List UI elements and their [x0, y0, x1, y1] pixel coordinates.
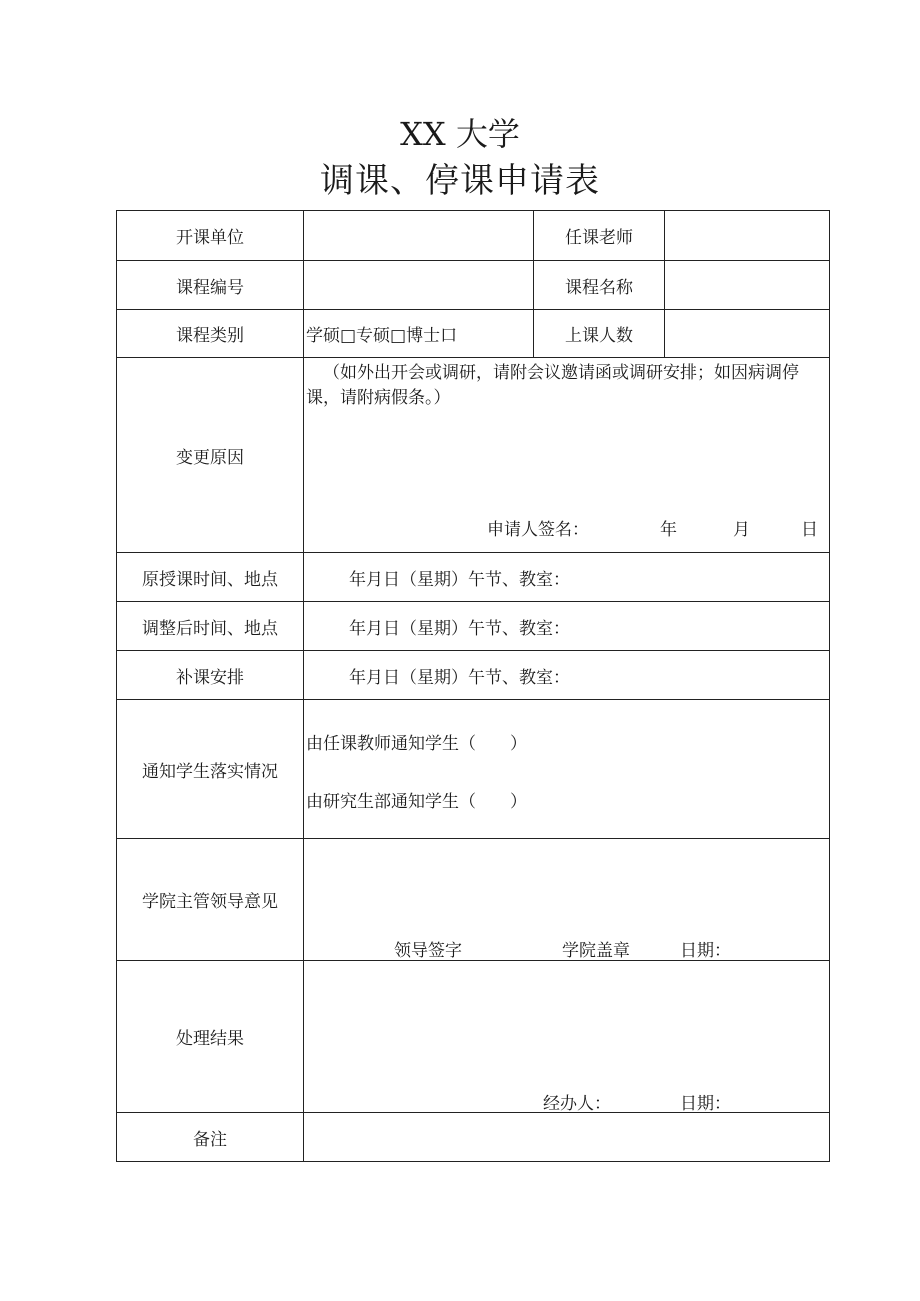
label-original-time: 原授课时间、地点 — [117, 553, 304, 601]
row-processing-result — [116, 960, 830, 1112]
original-time-field[interactable]: 年月日（星期）午节、教室： — [349, 569, 570, 590]
row-leader-opinion — [116, 838, 830, 960]
teacher-field[interactable] — [665, 211, 829, 260]
change-reason-field[interactable] — [304, 358, 829, 552]
adjusted-time-field[interactable]: 年月日（星期）午节、教室： — [349, 618, 570, 639]
application-form-table — [116, 210, 830, 1162]
label-unit: 开课单位 — [117, 211, 304, 260]
label-change-reason: 变更原因 — [117, 358, 304, 552]
label-makeup-arrangement: 补课安排 — [117, 651, 304, 699]
row-makeup-arrangement — [116, 650, 830, 699]
label-course-category: 课程类别 — [117, 310, 304, 357]
label-remarks: 备注 — [117, 1113, 304, 1161]
label-teacher: 任课老师 — [534, 211, 665, 260]
course-category-options[interactable]: 学硕□专硕□博士口 — [304, 310, 534, 357]
course-code-field[interactable] — [304, 261, 534, 309]
notify-by-teacher-option[interactable]: 由任课教师通知学生（ ） — [306, 734, 527, 754]
notify-by-graduate-office-option[interactable]: 由研究生部通知学生（ ） — [306, 792, 527, 812]
month-label: 月 — [733, 520, 750, 540]
row-course-code — [116, 260, 830, 309]
unit-field[interactable] — [304, 211, 534, 260]
row-adjusted-time — [116, 601, 830, 650]
leader-opinion-field[interactable] — [304, 839, 829, 960]
year-label: 年 — [660, 520, 677, 540]
row-change-reason — [116, 357, 830, 552]
class-size-field[interactable] — [665, 310, 829, 357]
form-title: 调课、停课申请表 — [320, 161, 600, 201]
processing-result-field[interactable] — [304, 961, 829, 1112]
handler-label: 经办人： — [543, 1094, 611, 1114]
label-class-size: 上课人数 — [534, 310, 665, 357]
result-date-label: 日期： — [680, 1094, 731, 1114]
label-adjusted-time: 调整后时间、地点 — [117, 602, 304, 650]
notify-students-field — [304, 700, 829, 838]
day-label: 日 — [801, 520, 818, 540]
makeup-arrangement-field[interactable]: 年月日（星期）午节、教室： — [349, 667, 570, 688]
label-leader-opinion: 学院主管领导意见 — [117, 839, 304, 960]
row-unit — [116, 210, 830, 260]
label-course-name: 课程名称 — [534, 261, 665, 309]
row-notify-students — [116, 699, 830, 838]
opinion-date-label: 日期： — [680, 941, 731, 961]
university-name: XX 大学 — [400, 115, 520, 153]
remarks-field[interactable] — [304, 1113, 829, 1161]
row-remarks — [116, 1112, 830, 1162]
label-notify-students: 通知学生落实情况 — [117, 700, 304, 838]
leader-signature-label: 领导签字 — [394, 941, 462, 961]
row-original-time — [116, 552, 830, 601]
reason-note: （如外出开会或调研，请附会议邀请函或调研安排；如因病调停课，请附病假条。） — [306, 363, 799, 408]
label-processing-result: 处理结果 — [117, 961, 304, 1112]
college-seal-label: 学院盖章 — [562, 941, 630, 961]
course-name-field[interactable] — [665, 261, 829, 309]
applicant-signature-label: 申请人签名： — [487, 520, 589, 540]
row-course-category — [116, 309, 830, 357]
label-course-code: 课程编号 — [117, 261, 304, 309]
